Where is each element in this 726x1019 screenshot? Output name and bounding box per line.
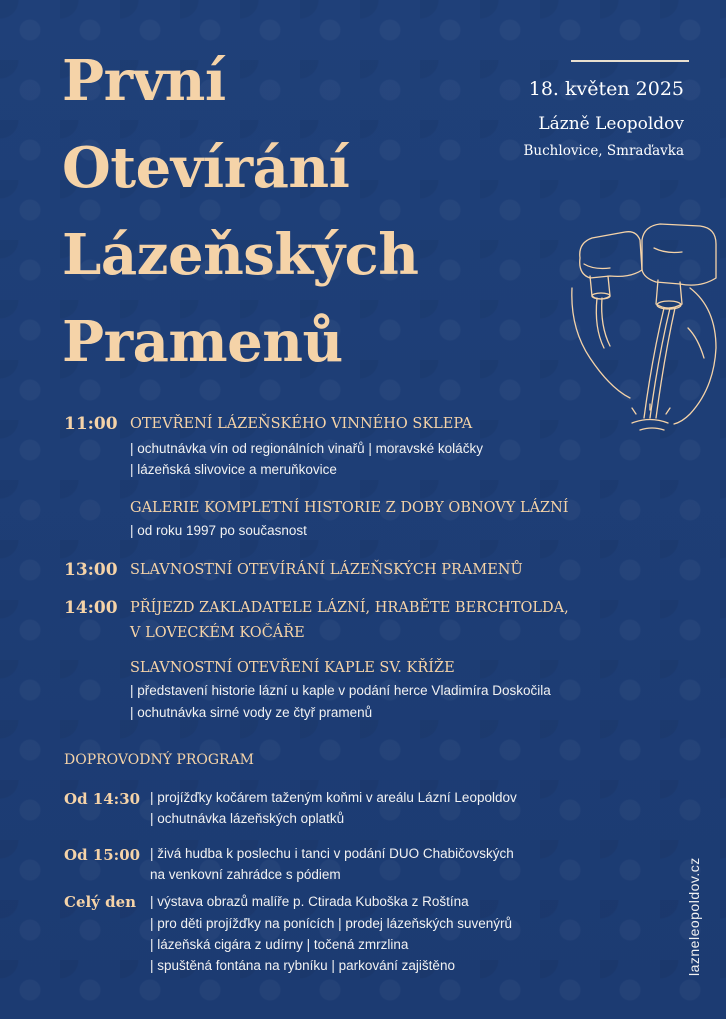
event-venue: Lázně Leopoldov (538, 114, 684, 134)
time-11-00: 11:00 (64, 414, 118, 434)
title-line-4: Pramenů (62, 309, 343, 375)
event-gallery-title: GALERIE KOMPLETNÍ HISTORIE Z DOBY OBNOVY LÁZNÍ (130, 500, 569, 516)
program-3-detail-3: | lázeňská cigára z udírny | točená zmrzlina (150, 937, 409, 952)
event-venue-location: Buchlovice, Smraďavka (523, 143, 684, 159)
spring-fountain-icon (570, 218, 720, 448)
program-1-detail-1: | projížďky kočárem taženým koňmi v areálu Lázní Leopoldov (150, 790, 517, 805)
event-chapel-title: SLAVNOSTNÍ OTEVŘENÍ KAPLE SV. KŘÍŽE (130, 660, 455, 676)
program-3-detail-2: | pro děti projížďky na ponících | prodej lázeňských suvenýrů (150, 916, 512, 931)
event-chapel-detail-2: | ochutnávka sirné vody ze čtyř pramenů (130, 705, 373, 720)
program-2-detail-2: na venkovní zahrádce s pódiem (150, 867, 341, 882)
program-1-detail-2: | ochutnávka lázeňských oplatků (150, 811, 345, 826)
event-chapel-detail-1: | představení historie lázní u kaple v podání herce Vladimíra Doskočila (130, 683, 551, 698)
event-date: 18. květen 2025 (528, 78, 684, 100)
time-14-00: 14:00 (64, 598, 118, 618)
event-wine-cellar-title: OTEVŘENÍ LÁZEŇSKÉHO VINNÉHO SKLEPA (130, 416, 473, 432)
program-section-title: DOPROVODNÝ PROGRAM (64, 752, 255, 768)
event-springs-opening-title: SLAVNOSTNÍ OTEVÍRÁNÍ LÁZEŇSKÝCH PRAMENŮ (130, 562, 523, 578)
program-3-detail-4: | spuštěná fontána na rybníku | parkování zajištěno (150, 958, 455, 973)
program-time-1: Od 14:30 (64, 790, 141, 808)
title-line-1: První (62, 48, 226, 114)
event-count-arrival-title-1: PŘÍJEZD ZAKLADATELE LÁZNÍ, HRABĚTE BERCHTOLDA, (130, 600, 569, 616)
event-wine-cellar-detail-2: | lázeňská slivovice a meruňkovice (130, 462, 337, 477)
title-line-3: Lázeňských (62, 222, 419, 288)
event-wine-cellar-detail-1: | ochutnávka vín od regionálních vinařů | moravské koláčky (130, 441, 483, 456)
program-time-2: Od 15:00 (64, 846, 141, 864)
program-time-3: Celý den (64, 893, 137, 911)
program-2-detail-1: | živá hudba k poslechu i tanci v podání DUO Chabičovských (150, 846, 514, 861)
program-3-detail-1: | výstava obrazů malíře p. Ctirada Kuboška z Roštína (150, 894, 469, 909)
time-13-00: 13:00 (64, 560, 118, 580)
title-line-2: Otevírání (62, 135, 350, 201)
decorative-divider (571, 60, 689, 62)
website-link[interactable]: lazneleopoldov.cz (686, 857, 702, 976)
event-count-arrival-title-2: V LOVECKÉM KOČÁŘE (130, 625, 305, 641)
event-gallery-detail: | od roku 1997 po současnost (130, 523, 307, 538)
poster-title (62, 38, 418, 386)
